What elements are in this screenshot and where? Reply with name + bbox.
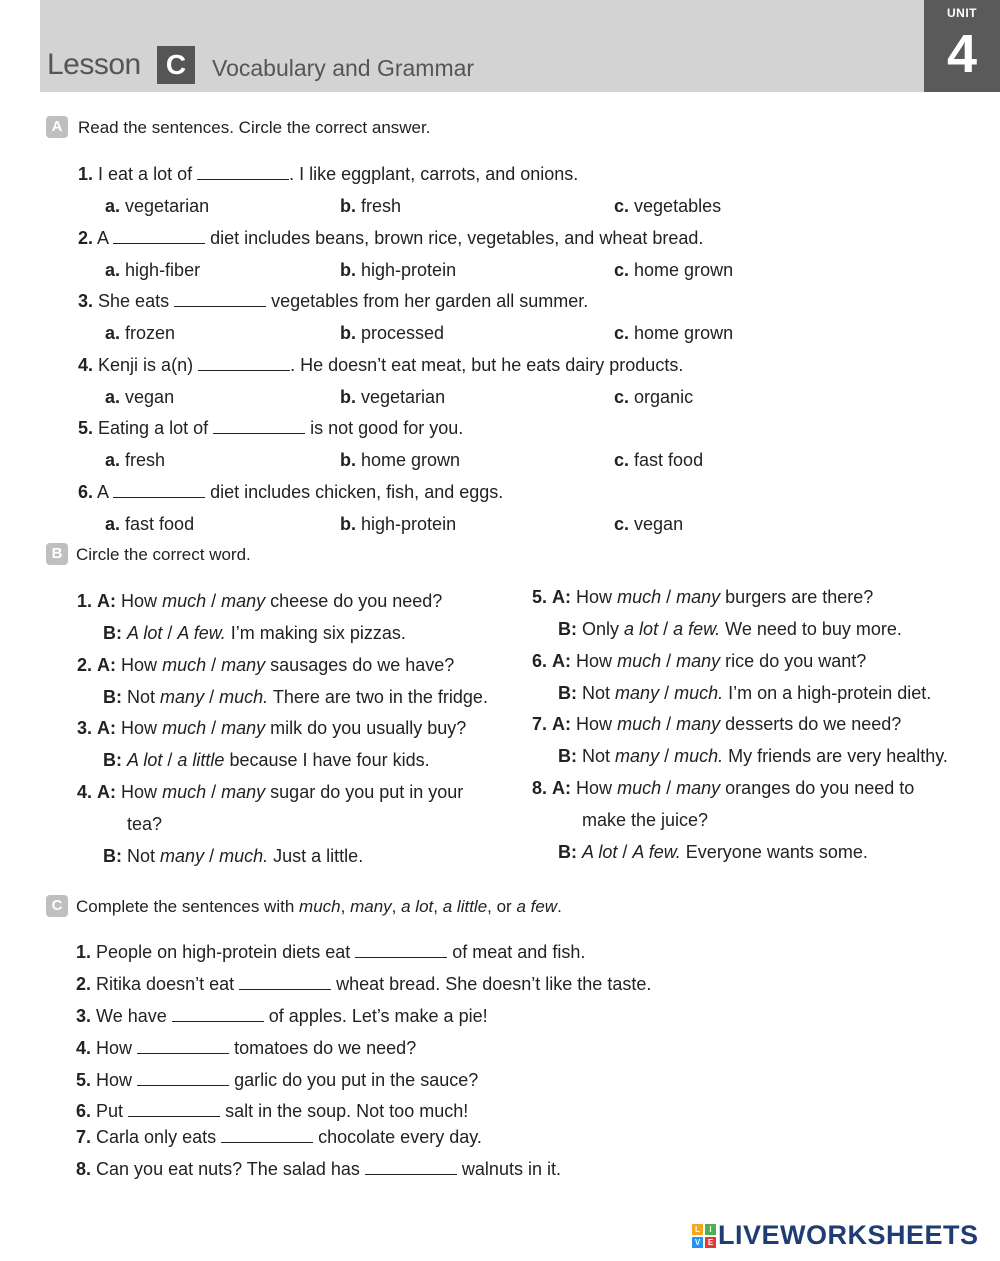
choice-separator: /	[211, 718, 217, 738]
question-6	[78, 482, 503, 503]
answer-blank[interactable]	[172, 1007, 264, 1022]
question-text-end: vegetables from her garden all summer.	[271, 291, 589, 311]
sentence-text-end: of meat and fish.	[452, 942, 586, 962]
choice-option-1[interactable]: A lot	[127, 750, 163, 770]
question-1	[78, 164, 578, 185]
dialogue-8-b	[558, 842, 868, 863]
unit-label: UNIT	[947, 6, 977, 20]
section-c-badge: C	[46, 895, 68, 917]
choice-option-1[interactable]: much	[617, 714, 662, 734]
item-number: 1.	[77, 591, 93, 611]
sentence-text-start: Carla only eats	[96, 1127, 217, 1147]
sentence-number: 8.	[76, 1159, 92, 1179]
dialogue-5-b	[558, 619, 902, 640]
lesson-letter-badge: C	[157, 46, 195, 84]
section-b-badge: B	[46, 543, 68, 565]
dialogue-3-b	[103, 750, 430, 771]
option-letter: a.	[105, 450, 121, 470]
choice-separator: /	[664, 746, 670, 766]
choice-separator: /	[209, 687, 215, 707]
choice-option-1[interactable]: much	[162, 591, 207, 611]
choice-option-2[interactable]: many	[221, 591, 266, 611]
choice-separator: /	[663, 619, 669, 639]
question-text-start: A	[97, 228, 109, 248]
question-3	[78, 291, 588, 312]
sentence-4	[76, 1038, 416, 1059]
sentence-7	[76, 1127, 482, 1148]
line-text: I’m making six pizzas.	[230, 623, 406, 643]
line-text: How	[576, 651, 613, 671]
answer-blank[interactable]	[197, 165, 289, 180]
option-text: vegetables	[634, 196, 722, 216]
line-text: My friends are very healthy.	[728, 746, 948, 766]
sentence-text-end: garlic do you put in the sauce?	[234, 1070, 479, 1090]
option-text: fresh	[125, 450, 166, 470]
dialogue-8-a	[532, 778, 914, 799]
question-4	[78, 355, 683, 376]
option-1-c[interactable]	[614, 196, 721, 217]
option-text: fresh	[361, 196, 402, 216]
line-text: oranges do you need to	[725, 778, 915, 798]
option-letter: a.	[105, 323, 121, 343]
option-text: home grown	[634, 323, 734, 343]
option-text: home grown	[361, 450, 461, 470]
option-text: vegetarian	[125, 196, 210, 216]
option-3-c[interactable]	[614, 323, 733, 344]
question-number: 3.	[78, 291, 94, 311]
logo-grid-icon	[692, 1224, 716, 1248]
line-text: because I have four kids.	[229, 750, 430, 770]
dialogue-6-b	[558, 683, 931, 704]
item-number: 5.	[532, 587, 548, 607]
option-1-a[interactable]	[105, 196, 209, 217]
choice-option-1[interactable]: many	[615, 746, 660, 766]
question-number: 5.	[78, 418, 94, 438]
line-text: sausages do we have?	[270, 655, 455, 675]
option-3-b[interactable]	[340, 323, 444, 344]
sentence-text-start: How	[96, 1070, 133, 1090]
sentence-number: 6.	[76, 1101, 92, 1121]
item-number: 6.	[532, 651, 548, 671]
option-letter: c.	[614, 514, 630, 534]
speaker-a: A:	[552, 714, 572, 734]
speaker-b: B:	[103, 750, 122, 770]
speaker-b: B:	[558, 683, 577, 703]
choice-option-2[interactable]: a few.	[673, 619, 721, 639]
question-number: 2.	[78, 228, 94, 248]
choice-option-2[interactable]: much.	[674, 746, 724, 766]
choice-option-2[interactable]: many	[221, 782, 266, 802]
option-3-a[interactable]	[105, 323, 175, 344]
line-text: rice do you want?	[725, 651, 867, 671]
choice-option-1[interactable]: much	[162, 782, 207, 802]
line-text: How	[576, 587, 613, 607]
dialogue-8-a-cont: make the juice?	[582, 810, 709, 830]
question-text-end: diet includes beans, brown rice, vegetables, and wheat bread.	[210, 228, 704, 248]
line-text: There are two in the fridge.	[272, 687, 488, 707]
option-letter: c.	[614, 260, 630, 280]
speaker-a: A:	[97, 591, 117, 611]
sentence-text-end: salt in the soup. Not too much!	[225, 1101, 469, 1121]
option-text: organic	[634, 387, 694, 407]
answer-blank[interactable]	[137, 1039, 229, 1054]
question-2	[78, 228, 703, 249]
line-text: burgers are there?	[725, 587, 874, 607]
option-5-a[interactable]	[105, 450, 165, 471]
option-text: fast food	[634, 450, 704, 470]
lesson-title: Vocabulary and Grammar	[212, 55, 475, 81]
liveworksheets-logo	[692, 1220, 979, 1251]
dialogue-5-a	[532, 587, 873, 608]
choice-separator: /	[666, 778, 672, 798]
option-letter: b.	[340, 514, 356, 534]
option-2-c[interactable]	[614, 260, 733, 281]
choice-option-2[interactable]: many	[221, 718, 266, 738]
sentence-text-end: of apples. Let’s make a pie!	[268, 1006, 488, 1026]
option-6-c[interactable]	[614, 514, 683, 535]
option-5-c[interactable]	[614, 450, 703, 471]
section-a-badge: A	[46, 116, 68, 138]
sentence-text-start: Can you eat nuts? The salad has	[96, 1159, 360, 1179]
speaker-a: A:	[552, 778, 572, 798]
question-number: 4.	[78, 355, 94, 375]
dialogue-2-a	[77, 655, 454, 676]
logo-cell: L	[692, 1224, 703, 1235]
option-4-c[interactable]	[614, 387, 693, 408]
speaker-a: A:	[552, 651, 572, 671]
option-letter: c.	[614, 387, 630, 407]
option-letter: b.	[340, 260, 356, 280]
choice-separator: /	[664, 683, 670, 703]
speaker-a: A:	[97, 655, 117, 675]
dialogue-2-b	[103, 687, 488, 708]
choice-option-2[interactable]: A few.	[177, 623, 226, 643]
dialogue-7-b	[558, 746, 948, 767]
question-text-end: . I like eggplant, carrots, and onions.	[289, 164, 579, 184]
question-text-end: . He doesn’t eat meat, but he eats dairy products.	[290, 355, 684, 375]
line-text: How	[121, 782, 158, 802]
line-text: Only	[582, 619, 620, 639]
sentence-8	[76, 1159, 561, 1180]
answer-blank[interactable]	[137, 1071, 229, 1086]
line-text: How	[576, 778, 613, 798]
choice-separator: /	[666, 587, 672, 607]
item-number: 7.	[532, 714, 548, 734]
dialogue-4-a-cont: tea?	[127, 814, 163, 834]
option-letter: b.	[340, 196, 356, 216]
dialogue-7-a	[532, 714, 901, 735]
word-a-few: a few	[516, 897, 558, 916]
line-text: I’m on a high-protein diet.	[728, 683, 932, 703]
question-text-end: is not good for you.	[310, 418, 464, 438]
option-6-a[interactable]	[105, 514, 194, 535]
item-number: 3.	[77, 718, 93, 738]
choice-option-2[interactable]: A few.	[632, 842, 681, 862]
answer-blank[interactable]	[198, 356, 290, 371]
choice-separator: /	[211, 782, 217, 802]
line-text: Just a little.	[273, 846, 364, 866]
line-text: sugar do you put in your	[270, 782, 464, 802]
speaker-b: B:	[103, 623, 122, 643]
choice-separator: /	[622, 842, 628, 862]
question-text-start: A	[97, 482, 109, 502]
line-text: desserts do we need?	[725, 714, 902, 734]
item-number: 4.	[77, 782, 93, 802]
option-6-b[interactable]	[340, 514, 456, 535]
choice-separator: /	[666, 714, 672, 734]
sentence-text-start: People on high-protein diets eat	[96, 942, 351, 962]
sentence-3	[76, 1006, 488, 1027]
sentence-6	[76, 1101, 468, 1122]
logo-cell: E	[705, 1237, 716, 1248]
logo-cell: I	[705, 1224, 716, 1235]
choice-option-2[interactable]: many	[221, 655, 266, 675]
choice-option-1[interactable]: A lot	[127, 623, 163, 643]
word-a-little: a little	[442, 897, 488, 916]
speaker-b: B:	[558, 746, 577, 766]
option-letter: b.	[340, 450, 356, 470]
section-c-instruction: Complete the sentences with much, many, a lot, a little, or a few.	[76, 897, 562, 916]
word-much: much	[299, 897, 341, 916]
question-text-start: She eats	[98, 291, 170, 311]
speaker-b: B:	[558, 619, 577, 639]
answer-blank[interactable]	[355, 943, 447, 958]
choice-separator: /	[167, 750, 173, 770]
choice-separator: /	[211, 591, 217, 611]
sentence-text-start: Ritika doesn’t eat	[96, 974, 235, 994]
option-letter: a.	[105, 260, 121, 280]
speaker-b: B:	[103, 687, 122, 707]
question-text-start: Eating a lot of	[98, 418, 209, 438]
choice-option-1[interactable]: many	[160, 687, 205, 707]
speaker-a: A:	[97, 718, 117, 738]
answer-blank[interactable]	[128, 1102, 220, 1117]
sentence-text-end: walnuts in it.	[461, 1159, 561, 1179]
sentence-text-end: chocolate every day.	[318, 1127, 482, 1147]
option-text: vegetarian	[361, 387, 446, 407]
option-letter: a.	[105, 387, 121, 407]
option-text: home grown	[634, 260, 734, 280]
option-text: vegan	[634, 514, 684, 534]
line-text: Everyone wants some.	[685, 842, 868, 862]
option-letter: a.	[105, 196, 121, 216]
question-text-start: Kenji is a(n)	[98, 355, 194, 375]
dialogue-1-b	[103, 623, 406, 644]
sentence-text-start: Put	[96, 1101, 124, 1121]
answer-blank[interactable]	[113, 229, 205, 244]
line-text: How	[121, 591, 158, 611]
choice-option-2[interactable]: a little	[177, 750, 225, 770]
word-many: many	[350, 897, 392, 916]
option-letter: c.	[614, 196, 630, 216]
option-letter: c.	[614, 450, 630, 470]
sentence-text-start: How	[96, 1038, 133, 1058]
option-letter: b.	[340, 387, 356, 407]
item-number: 2.	[77, 655, 93, 675]
unit-number: 4	[946, 24, 978, 84]
choice-option-1[interactable]: much	[162, 718, 207, 738]
option-5-b[interactable]	[340, 450, 460, 471]
sentence-text-start: We have	[96, 1006, 167, 1026]
option-letter: b.	[340, 323, 356, 343]
choice-option-1[interactable]: much	[617, 778, 662, 798]
choice-option-2[interactable]: many	[676, 714, 721, 734]
choice-option-1[interactable]: a lot	[624, 619, 659, 639]
choice-option-1[interactable]: much	[617, 651, 662, 671]
line-text: Not	[582, 746, 611, 766]
line-text: Not	[127, 687, 156, 707]
choice-option-1[interactable]: A lot	[582, 842, 618, 862]
sentence-number: 7.	[76, 1127, 92, 1147]
line-text: How	[121, 655, 158, 675]
dialogue-1-a	[77, 591, 442, 612]
line-text: Not	[127, 846, 156, 866]
choice-option-2[interactable]: many	[676, 778, 721, 798]
option-text: high-protein	[361, 260, 457, 280]
dialogue-4-a	[77, 782, 463, 803]
question-5	[78, 418, 463, 439]
option-letter: c.	[614, 323, 630, 343]
question-text-start: I eat a lot of	[98, 164, 193, 184]
logo-text: LIVEWORKSHEETS	[718, 1220, 979, 1250]
answer-blank[interactable]	[213, 419, 305, 434]
line-text: milk do you usually buy?	[270, 718, 467, 738]
line-text: cheese do you need?	[270, 591, 443, 611]
line-text: How	[576, 714, 613, 734]
sentence-number: 5.	[76, 1070, 92, 1090]
option-text: processed	[361, 323, 445, 343]
option-2-a[interactable]	[105, 260, 200, 281]
lesson-word: Lesson	[47, 48, 141, 81]
choice-option-2[interactable]: much.	[219, 687, 269, 707]
speaker-a: A:	[552, 587, 572, 607]
line-text: Not	[582, 683, 611, 703]
sentence-number: 3.	[76, 1006, 92, 1026]
dialogue-6-a	[532, 651, 866, 672]
choice-option-2[interactable]: many	[676, 651, 721, 671]
option-text: high-fiber	[125, 260, 201, 280]
sentence-number: 1.	[76, 942, 92, 962]
unit-tab	[924, 0, 1000, 92]
option-2-b[interactable]	[340, 260, 456, 281]
choice-separator: /	[211, 655, 217, 675]
option-text: high-protein	[361, 514, 457, 534]
sentence-5	[76, 1070, 478, 1091]
option-letter: a.	[105, 514, 121, 534]
option-text: frozen	[125, 323, 176, 343]
answer-blank[interactable]	[113, 483, 205, 498]
choice-option-1[interactable]: many	[160, 846, 205, 866]
line-text: How	[121, 718, 158, 738]
sentence-1	[76, 942, 585, 963]
speaker-a: A:	[97, 782, 117, 802]
option-4-b[interactable]	[340, 387, 445, 408]
question-number: 1.	[78, 164, 94, 184]
choice-option-2[interactable]: much.	[219, 846, 269, 866]
choice-separator: /	[167, 623, 173, 643]
option-text: fast food	[125, 514, 195, 534]
sentence-number: 4.	[76, 1038, 92, 1058]
answer-blank[interactable]	[221, 1128, 313, 1143]
option-1-b[interactable]	[340, 196, 401, 217]
answer-blank[interactable]	[174, 292, 266, 307]
dialogue-4-b	[103, 846, 363, 867]
sentence-text-end: wheat bread. She doesn’t like the taste.	[336, 974, 652, 994]
line-text: We need to buy more.	[725, 619, 902, 639]
speaker-b: B:	[103, 846, 122, 866]
answer-blank[interactable]	[239, 975, 331, 990]
item-number: 8.	[532, 778, 548, 798]
sentence-number: 2.	[76, 974, 92, 994]
section-b-instruction: Circle the correct word.	[76, 545, 251, 564]
option-4-a[interactable]	[105, 387, 174, 408]
sentence-2	[76, 974, 651, 995]
sentence-text-end: tomatoes do we need?	[234, 1038, 417, 1058]
word-a-lot: a lot	[401, 897, 434, 916]
choice-option-1[interactable]: many	[615, 683, 660, 703]
option-text: vegan	[125, 387, 175, 407]
answer-blank[interactable]	[365, 1160, 457, 1175]
section-a-instruction: Read the sentences. Circle the correct answer.	[78, 118, 431, 137]
question-text-end: diet includes chicken, fish, and eggs.	[210, 482, 504, 502]
question-number: 6.	[78, 482, 94, 502]
dialogue-3-a	[77, 718, 466, 739]
choice-option-1[interactable]: much	[162, 655, 207, 675]
choice-option-1[interactable]: much	[617, 587, 662, 607]
speaker-b: B:	[558, 842, 577, 862]
logo-cell: V	[692, 1237, 703, 1248]
choice-option-2[interactable]: many	[676, 587, 721, 607]
choice-option-2[interactable]: much.	[674, 683, 724, 703]
choice-separator: /	[666, 651, 672, 671]
choice-separator: /	[209, 846, 215, 866]
